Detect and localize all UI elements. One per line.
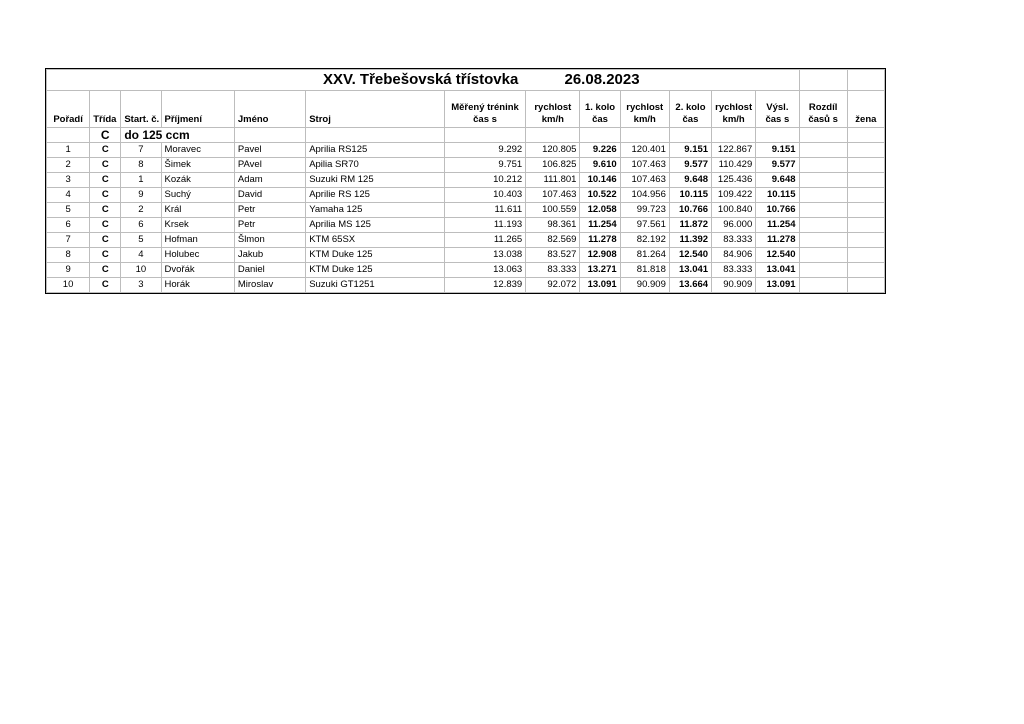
cell-zena: [847, 278, 884, 293]
cell-trida: C: [90, 203, 121, 218]
cell-rychlost-1: 106.825: [526, 158, 580, 173]
header-kolo-1: [580, 91, 620, 128]
empty-cell: [756, 128, 799, 143]
table-row: [47, 278, 885, 293]
cell-start: 3: [121, 278, 161, 293]
cell-poradi: 6: [47, 218, 90, 233]
cell-jmeno: Petr: [234, 218, 305, 233]
cell-rozdil: [799, 203, 847, 218]
event-title: XXV. Třebešovská třístovka: [322, 71, 519, 88]
cell-stroj: Apilia SR70: [306, 158, 445, 173]
cell-rychlost-2: 120.401: [620, 143, 669, 158]
cell-kolo-1: 12.058: [580, 203, 620, 218]
table-row: [47, 158, 885, 173]
header-zena: žena: [847, 91, 884, 128]
cell-trenink: 13.063: [444, 263, 525, 278]
cell-start: 7: [121, 143, 161, 158]
cell-stroj: Suzuki RM 125: [306, 173, 445, 188]
table-row: [47, 218, 885, 233]
cell-rychlost-2: 90.909: [620, 278, 669, 293]
cell-start: 2: [121, 203, 161, 218]
cell-start: 10: [121, 263, 161, 278]
header-jmeno: Jméno: [234, 91, 305, 128]
cell-trida: C: [90, 173, 121, 188]
cell-jmeno: Jakub: [234, 248, 305, 263]
event-date: 26.08.2023: [564, 71, 640, 88]
cell-poradi: 10: [47, 278, 90, 293]
cell-jmeno: Adam: [234, 173, 305, 188]
cell-rychlost-1: 100.559: [526, 203, 580, 218]
cell-kolo-2: 9.577: [669, 158, 711, 173]
cell-rozdil: [799, 143, 847, 158]
cell-trenink: 11.611: [444, 203, 525, 218]
cell-rychlost-1: 83.527: [526, 248, 580, 263]
cell-vysl: 12.540: [756, 248, 799, 263]
empty-cell: [847, 70, 884, 91]
header-rychlost-1-label: rychlost km/h: [534, 102, 572, 125]
cell-rychlost-2: 107.463: [620, 158, 669, 173]
cell-vysl: 11.278: [756, 233, 799, 248]
cell-start: 5: [121, 233, 161, 248]
cell-rozdil: [799, 278, 847, 293]
cell-rychlost-3: 84.906: [712, 248, 756, 263]
cell-vysl: 13.091: [756, 278, 799, 293]
cell-rychlost-3: 100.840: [712, 203, 756, 218]
table-row: [47, 248, 885, 263]
cell-kolo-2: 9.648: [669, 173, 711, 188]
cell-kolo-1: 9.610: [580, 158, 620, 173]
cell-stroj: Aprilie RS 125: [306, 188, 445, 203]
cell-stroj: Yamaha 125: [306, 203, 445, 218]
cell-rozdil: [799, 263, 847, 278]
cell-jmeno: PAvel: [234, 158, 305, 173]
cell-trenink: 11.193: [444, 218, 525, 233]
cell-kolo-2: 9.151: [669, 143, 711, 158]
cell-vysl: 13.041: [756, 263, 799, 278]
empty-cell: [306, 128, 445, 143]
cell-rychlost-1: 82.569: [526, 233, 580, 248]
cell-poradi: 8: [47, 248, 90, 263]
cell-prijmeni: Šimek: [161, 158, 234, 173]
cell-kolo-1: 11.278: [580, 233, 620, 248]
cell-trida: C: [90, 218, 121, 233]
cell-trenink: 11.265: [444, 233, 525, 248]
cell-rychlost-2: 99.723: [620, 203, 669, 218]
cell-stroj: KTM Duke 125: [306, 263, 445, 278]
cell-rychlost-2: 81.818: [620, 263, 669, 278]
title-row: [47, 70, 885, 91]
cell-prijmeni: Suchý: [161, 188, 234, 203]
header-trida: Třída: [90, 91, 121, 128]
cell-rozdil: [799, 173, 847, 188]
cell-stroj: KTM Duke 125: [306, 248, 445, 263]
header-kolo-1-label: 1. kolo čas: [585, 102, 616, 125]
cell-poradi: 3: [47, 173, 90, 188]
cell-zena: [847, 188, 884, 203]
cell-trida: C: [90, 188, 121, 203]
cell-kolo-1: 10.146: [580, 173, 620, 188]
cell-rozdil: [799, 188, 847, 203]
header-rychlost-2-label: rychlost km/h: [626, 102, 664, 125]
cell-rychlost-1: 120.805: [526, 143, 580, 158]
cell-prijmeni: Horák: [161, 278, 234, 293]
header-stroj: Stroj: [306, 91, 445, 128]
header-prijmeni: Příjmení: [161, 91, 234, 128]
cell-poradi: 7: [47, 233, 90, 248]
empty-cell: [669, 128, 711, 143]
empty-cell: [799, 128, 847, 143]
cell-poradi: 2: [47, 158, 90, 173]
cell-zena: [847, 203, 884, 218]
cell-prijmeni: Krsek: [161, 218, 234, 233]
cell-stroj: Aprilia MS 125: [306, 218, 445, 233]
empty-cell: [620, 128, 669, 143]
page-title: [47, 70, 800, 91]
cell-rychlost-2: 82.192: [620, 233, 669, 248]
header-kolo-2: [669, 91, 711, 128]
cell-zena: [847, 143, 884, 158]
cell-poradi: 5: [47, 203, 90, 218]
cell-prijmeni: Moravec: [161, 143, 234, 158]
empty-cell: [847, 128, 884, 143]
cell-rychlost-2: 97.561: [620, 218, 669, 233]
cell-poradi: 1: [47, 143, 90, 158]
cell-rychlost-1: 92.072: [526, 278, 580, 293]
cell-vysl: 11.254: [756, 218, 799, 233]
cell-rychlost-3: 90.909: [712, 278, 756, 293]
cell-rychlost-3: 125.436: [712, 173, 756, 188]
cell-trenink: 9.751: [444, 158, 525, 173]
cell-kolo-1: 10.522: [580, 188, 620, 203]
cell-vysl: 10.115: [756, 188, 799, 203]
class-code: C: [90, 128, 121, 143]
results-table: [46, 69, 885, 293]
header-kolo-2-label: 2. kolo čas: [675, 102, 706, 125]
cell-rychlost-1: 98.361: [526, 218, 580, 233]
empty-cell: [799, 70, 847, 91]
cell-prijmeni: Dvořák: [161, 263, 234, 278]
cell-prijmeni: Kozák: [161, 173, 234, 188]
header-rozdil-label: Rozdíl časů s: [808, 102, 838, 125]
cell-prijmeni: Holubec: [161, 248, 234, 263]
table-row: [47, 188, 885, 203]
empty-cell: [234, 128, 305, 143]
cell-jmeno: Pavel: [234, 143, 305, 158]
cell-trenink: 12.839: [444, 278, 525, 293]
cell-kolo-1: 12.908: [580, 248, 620, 263]
cell-kolo-1: 13.271: [580, 263, 620, 278]
header-vysl: [756, 91, 799, 128]
cell-trenink: 10.403: [444, 188, 525, 203]
cell-rozdil: [799, 233, 847, 248]
empty-cell: [580, 128, 620, 143]
cell-rychlost-3: 122.867: [712, 143, 756, 158]
class-label: do 125 ccm: [121, 128, 235, 143]
cell-rychlost-3: 83.333: [712, 233, 756, 248]
cell-vysl: 9.151: [756, 143, 799, 158]
cell-rozdil: [799, 218, 847, 233]
cell-rychlost-3: 109.422: [712, 188, 756, 203]
cell-kolo-2: 11.872: [669, 218, 711, 233]
empty-cell: [47, 128, 90, 143]
table-row: [47, 173, 885, 188]
table-row: [47, 143, 885, 158]
cell-prijmeni: Hofman: [161, 233, 234, 248]
cell-rychlost-2: 81.264: [620, 248, 669, 263]
cell-stroj: KTM 65SX: [306, 233, 445, 248]
cell-jmeno: Miroslav: [234, 278, 305, 293]
cell-jmeno: Šlmon: [234, 233, 305, 248]
cell-kolo-2: 10.766: [669, 203, 711, 218]
cell-vysl: 9.648: [756, 173, 799, 188]
cell-rozdil: [799, 158, 847, 173]
cell-rychlost-3: 83.333: [712, 263, 756, 278]
header-rychlost-3: [712, 91, 756, 128]
class-row: [47, 128, 885, 143]
header-rychlost-2: [620, 91, 669, 128]
cell-start: 1: [121, 173, 161, 188]
cell-trenink: 9.292: [444, 143, 525, 158]
cell-kolo-2: 12.540: [669, 248, 711, 263]
cell-kolo-2: 10.115: [669, 188, 711, 203]
cell-kolo-1: 9.226: [580, 143, 620, 158]
cell-rychlost-2: 104.956: [620, 188, 669, 203]
empty-cell: [526, 128, 580, 143]
cell-kolo-1: 11.254: [580, 218, 620, 233]
cell-zena: [847, 218, 884, 233]
header-rychlost-3-label: rychlost km/h: [715, 102, 753, 125]
cell-vysl: 10.766: [756, 203, 799, 218]
table-row: [47, 233, 885, 248]
empty-cell: [712, 128, 756, 143]
cell-stroj: Aprilia RS125: [306, 143, 445, 158]
cell-rychlost-1: 107.463: [526, 188, 580, 203]
table-row: [47, 263, 885, 278]
cell-trida: C: [90, 263, 121, 278]
cell-prijmeni: Král: [161, 203, 234, 218]
cell-rozdil: [799, 248, 847, 263]
header-start: Start. č.: [121, 91, 161, 128]
cell-zena: [847, 263, 884, 278]
cell-trenink: 13.038: [444, 248, 525, 263]
cell-kolo-2: 13.041: [669, 263, 711, 278]
cell-stroj: Suzuki GT1251: [306, 278, 445, 293]
cell-start: 9: [121, 188, 161, 203]
empty-cell: [444, 128, 525, 143]
cell-jmeno: Petr: [234, 203, 305, 218]
cell-zena: [847, 158, 884, 173]
header-rychlost-1: [526, 91, 580, 128]
header-rozdil: [799, 91, 847, 128]
cell-rychlost-1: 111.801: [526, 173, 580, 188]
cell-poradi: 4: [47, 188, 90, 203]
cell-poradi: 9: [47, 263, 90, 278]
cell-rychlost-2: 107.463: [620, 173, 669, 188]
cell-trida: C: [90, 233, 121, 248]
cell-start: 8: [121, 158, 161, 173]
cell-start: 6: [121, 218, 161, 233]
cell-zena: [847, 248, 884, 263]
header-trenink-label: Měřený trénink čas s: [451, 102, 519, 125]
cell-jmeno: Daniel: [234, 263, 305, 278]
cell-kolo-2: 11.392: [669, 233, 711, 248]
cell-zena: [847, 233, 884, 248]
cell-jmeno: David: [234, 188, 305, 203]
cell-kolo-2: 13.664: [669, 278, 711, 293]
cell-trida: C: [90, 158, 121, 173]
header-poradi: Pořadí: [47, 91, 90, 128]
cell-trida: C: [90, 143, 121, 158]
cell-vysl: 9.577: [756, 158, 799, 173]
cell-kolo-1: 13.091: [580, 278, 620, 293]
header-row: [47, 91, 885, 128]
cell-rychlost-3: 110.429: [712, 158, 756, 173]
cell-rychlost-1: 83.333: [526, 263, 580, 278]
cell-zena: [847, 173, 884, 188]
cell-trenink: 10.212: [444, 173, 525, 188]
header-trenink: [444, 91, 525, 128]
results-body: [47, 70, 885, 293]
cell-trida: C: [90, 248, 121, 263]
cell-rychlost-3: 96.000: [712, 218, 756, 233]
cell-start: 4: [121, 248, 161, 263]
header-vysl-label: Výsl. čas s: [765, 102, 790, 125]
table-row: [47, 203, 885, 218]
cell-trida: C: [90, 278, 121, 293]
